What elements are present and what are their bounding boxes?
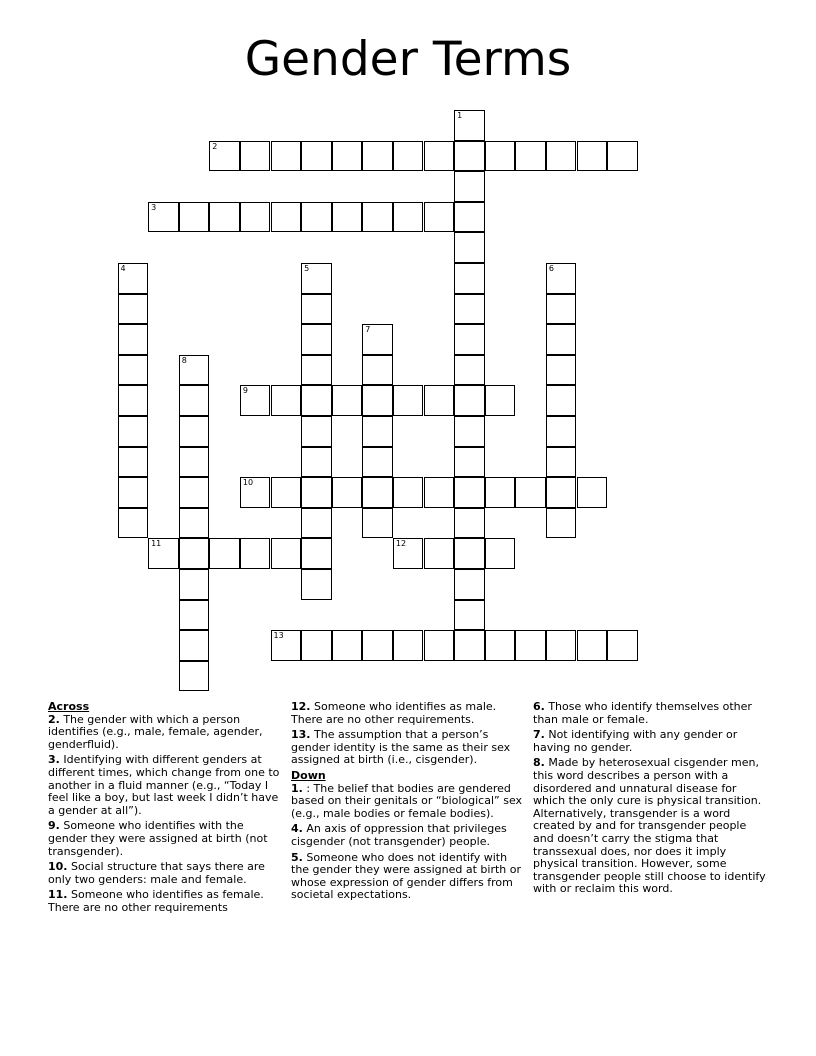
grid-cell[interactable]: [118, 416, 149, 447]
clue-number: 11: [151, 539, 162, 549]
grid-cell[interactable]: [546, 508, 577, 539]
grid-cell[interactable]: [301, 508, 332, 539]
clue-text: Made by heterosexual cisgender men, this word describes a person with a disordered and unnatural disease for which the only cure is physical transition. Alternatively, transgender is a word created by and for transgender people and doesn’t carry the stigma that transsexual does, nor does it imply physical transition. However, some transgender people still choose to identify with or reclaim this word.: [533, 756, 766, 896]
grid-cell[interactable]: [515, 477, 546, 508]
clue-number-label: 1.: [291, 781, 303, 795]
grid-cell[interactable]: [209, 538, 240, 569]
grid-cell[interactable]: [332, 202, 363, 233]
grid-cell[interactable]: [424, 477, 455, 508]
grid-cell[interactable]: [118, 385, 149, 416]
grid-cell[interactable]: [424, 202, 455, 233]
grid-cell[interactable]: [209, 141, 240, 172]
grid-cell[interactable]: [485, 538, 516, 569]
grid-cell[interactable]: [301, 630, 332, 661]
clue-number-label: 13.: [291, 728, 311, 742]
clue-number: 6: [548, 264, 554, 273]
grid-cell[interactable]: [454, 263, 485, 294]
grid-cell[interactable]: [485, 630, 516, 661]
clue-item: [48, 754, 284, 817]
grid-cell[interactable]: [118, 447, 149, 478]
grid-cell[interactable]: [362, 630, 393, 661]
grid-cell[interactable]: [485, 141, 516, 172]
grid-cell[interactable]: [546, 385, 577, 416]
grid-cell[interactable]: [515, 630, 546, 661]
grid-cell[interactable]: [240, 538, 271, 569]
grid-cell[interactable]: [393, 630, 424, 661]
grid-cell[interactable]: [393, 141, 424, 172]
grid-cell[interactable]: [454, 600, 485, 631]
grid-cell[interactable]: [179, 447, 210, 478]
grid-cell[interactable]: [424, 538, 455, 569]
clue-number: 10: [242, 478, 254, 488]
clue-item: [291, 701, 527, 726]
grid-cell[interactable]: [546, 477, 577, 508]
grid-cell[interactable]: [301, 294, 332, 325]
clues-column-1: [48, 701, 284, 918]
clue-number: 1: [457, 111, 463, 120]
clue-text: The gender with which a person identifies (e.g., male, female, agender, genderfluid).: [48, 712, 263, 751]
grid-cell[interactable]: [424, 385, 455, 416]
grid-cell[interactable]: [179, 600, 210, 631]
clue-item: [291, 729, 527, 767]
clue-item: [48, 820, 284, 858]
grid-cell[interactable]: [301, 477, 332, 508]
grid-cell[interactable]: [301, 141, 332, 172]
clue-item: [48, 714, 284, 752]
grid-cell[interactable]: [546, 324, 577, 355]
grid-cell[interactable]: [546, 416, 577, 447]
grid-cell[interactable]: [301, 416, 332, 447]
grid-cell[interactable]: [301, 569, 332, 600]
grid-cell[interactable]: [454, 447, 485, 478]
clue-number: 9: [242, 386, 248, 396]
grid-cell[interactable]: [209, 202, 240, 233]
down-heading: Down: [291, 768, 326, 782]
grid-cell[interactable]: [362, 385, 393, 416]
grid-cell[interactable]: [546, 141, 577, 172]
clue-number: 2: [212, 141, 218, 151]
grid-cell[interactable]: [362, 508, 393, 539]
grid-cell[interactable]: [454, 416, 485, 447]
across-heading: Across: [48, 700, 90, 713]
grid-cell[interactable]: [485, 385, 516, 416]
grid-cell[interactable]: [240, 202, 271, 233]
clue-text: Someone who identifies with the gender they were assigned at birth (not transgender).: [48, 819, 268, 858]
clue-number-label: 7.: [533, 728, 545, 742]
grid-cell[interactable]: [424, 141, 455, 172]
clue-text: : The belief that bodies are gendered based on their genitals or “biological” sex (e.g., male bodies or female bodies).: [291, 781, 523, 820]
grid-cell[interactable]: [179, 661, 210, 692]
clues-column-3: [533, 701, 769, 899]
grid-cell[interactable]: [179, 385, 210, 416]
clue-number-label: 2.: [48, 712, 60, 726]
grid-cell[interactable]: [577, 630, 608, 661]
grid-cell[interactable]: [271, 141, 302, 172]
grid-cell[interactable]: [301, 202, 332, 233]
grid-cell[interactable]: [454, 110, 485, 141]
grid-cell[interactable]: [362, 416, 393, 447]
grid-cell[interactable]: [118, 355, 149, 386]
clue-number-label: 6.: [533, 700, 545, 713]
grid-cell[interactable]: [301, 324, 332, 355]
clue-item: [48, 861, 284, 886]
grid-cell[interactable]: [179, 538, 210, 569]
grid-cell[interactable]: [240, 141, 271, 172]
grid-cell[interactable]: [118, 324, 149, 355]
grid-cell[interactable]: [271, 630, 302, 661]
clue-number-label: 8.: [533, 756, 545, 770]
grid-cell[interactable]: [179, 416, 210, 447]
grid-cell[interactable]: [362, 141, 393, 172]
grid-cell[interactable]: [393, 477, 424, 508]
grid-cell[interactable]: [271, 477, 302, 508]
clue-item: [48, 889, 284, 914]
clues-column-2: [291, 701, 527, 905]
grid-cell[interactable]: [577, 477, 608, 508]
grid-cell[interactable]: [393, 538, 424, 569]
grid-cell[interactable]: [454, 202, 485, 233]
clue-item: [291, 823, 527, 848]
grid-cell[interactable]: [118, 508, 149, 539]
grid-cell[interactable]: [118, 294, 149, 325]
grid-cell[interactable]: [393, 385, 424, 416]
grid-cell[interactable]: [179, 508, 210, 539]
grid-cell[interactable]: [240, 385, 271, 416]
grid-cell[interactable]: [362, 355, 393, 386]
grid-cell[interactable]: [454, 630, 485, 661]
clue-number-label: 5.: [291, 850, 303, 864]
grid-cell[interactable]: [179, 477, 210, 508]
grid-cell[interactable]: [362, 447, 393, 478]
clue-number: 5: [304, 264, 310, 273]
clue-text: The assumption that a person’s gender identity is the same as their sex assigned at birth (i.e., cisgender).: [291, 728, 511, 767]
clue-text: Identifying with different genders at different times, which change from one to another in a fluid manner (e.g., “Today I feel like a boy, but last week I didn’t have a gender at all”).: [48, 753, 280, 817]
grid-cell[interactable]: [454, 294, 485, 325]
grid-cell[interactable]: [148, 202, 179, 233]
clue-number-label: 10.: [48, 860, 68, 874]
clue-number-label: 4.: [291, 822, 303, 836]
clue-text: Someone who does not identify with the gender they were assigned at birth or whose expression of gender differs from societal expectations.: [291, 850, 522, 902]
grid-cell[interactable]: [301, 355, 332, 386]
grid-cell[interactable]: [454, 508, 485, 539]
grid-cell[interactable]: [546, 263, 577, 294]
clue-text: Someone who identifies as female. There are no other requirements: [48, 888, 264, 914]
grid-cell[interactable]: [179, 630, 210, 661]
clue-number-label: 9.: [48, 819, 60, 833]
grid-cell[interactable]: [362, 202, 393, 233]
grid-cell[interactable]: [179, 569, 210, 600]
clue-number: 3: [151, 202, 157, 212]
clue-number: 8: [181, 355, 187, 365]
grid-cell[interactable]: [454, 171, 485, 202]
grid-cell[interactable]: [393, 202, 424, 233]
clue-item: [291, 783, 527, 821]
grid-cell[interactable]: [454, 355, 485, 386]
grid-cell[interactable]: [271, 538, 302, 569]
grid-cell[interactable]: [240, 477, 271, 508]
grid-cell[interactable]: [332, 477, 363, 508]
grid-cell[interactable]: [454, 477, 485, 508]
grid-cell[interactable]: [454, 324, 485, 355]
grid-cell[interactable]: [118, 477, 149, 508]
grid-cell[interactable]: [148, 538, 179, 569]
grid-cell[interactable]: [301, 385, 332, 416]
grid-cell[interactable]: [271, 385, 302, 416]
grid-cell[interactable]: [179, 355, 210, 386]
clue-text: Someone who identifies as male. There are no other requirements.: [291, 700, 497, 726]
clue-number-label: 11.: [48, 888, 68, 902]
grid-cell[interactable]: [607, 141, 638, 172]
clue-number: 12: [395, 539, 407, 549]
grid-cell[interactable]: [332, 141, 363, 172]
grid-cell[interactable]: [332, 385, 363, 416]
clue-text: Those who identify themselves other than male or female.: [533, 700, 752, 726]
grid-cell[interactable]: [485, 477, 516, 508]
grid-cell[interactable]: [546, 355, 577, 386]
grid-cell[interactable]: [424, 630, 455, 661]
grid-cell[interactable]: [454, 569, 485, 600]
clue-number-label: 12.: [291, 700, 311, 713]
grid-cell[interactable]: [454, 141, 485, 172]
grid-cell[interactable]: [607, 630, 638, 661]
grid-cell[interactable]: [546, 447, 577, 478]
clue-text: Social structure that says there are only two genders: male and female.: [48, 860, 265, 886]
grid-cell[interactable]: [332, 630, 363, 661]
grid-cell[interactable]: [301, 538, 332, 569]
clue-number: 13: [273, 631, 284, 641]
grid-cell[interactable]: [179, 202, 210, 233]
grid-cell[interactable]: [301, 447, 332, 478]
clue-number: 4: [120, 264, 126, 273]
grid-cell[interactable]: [546, 294, 577, 325]
clue-item: [533, 701, 769, 726]
grid-cell[interactable]: [362, 324, 393, 355]
grid-cell[interactable]: [577, 141, 608, 172]
clue-number-label: 3.: [48, 753, 60, 767]
clue-item: [291, 852, 527, 902]
grid-cell[interactable]: [454, 538, 485, 569]
grid-cell[interactable]: [118, 263, 149, 294]
clue-text: An axis of oppression that privileges cisgender (not transgender) people.: [291, 822, 507, 848]
page-title: Gender Terms: [244, 32, 572, 87]
grid-cell[interactable]: [515, 141, 546, 172]
grid-cell[interactable]: [271, 202, 302, 233]
clue-item: [533, 729, 769, 754]
clue-item: [533, 757, 769, 896]
grid-cell[interactable]: [362, 477, 393, 508]
grid-cell[interactable]: [454, 385, 485, 416]
clue-number: 7: [365, 325, 371, 335]
grid-cell[interactable]: [301, 263, 332, 294]
grid-cell[interactable]: [454, 232, 485, 263]
clue-text: Not identifying with any gender or having no gender.: [533, 728, 738, 754]
grid-cell[interactable]: [546, 630, 577, 661]
